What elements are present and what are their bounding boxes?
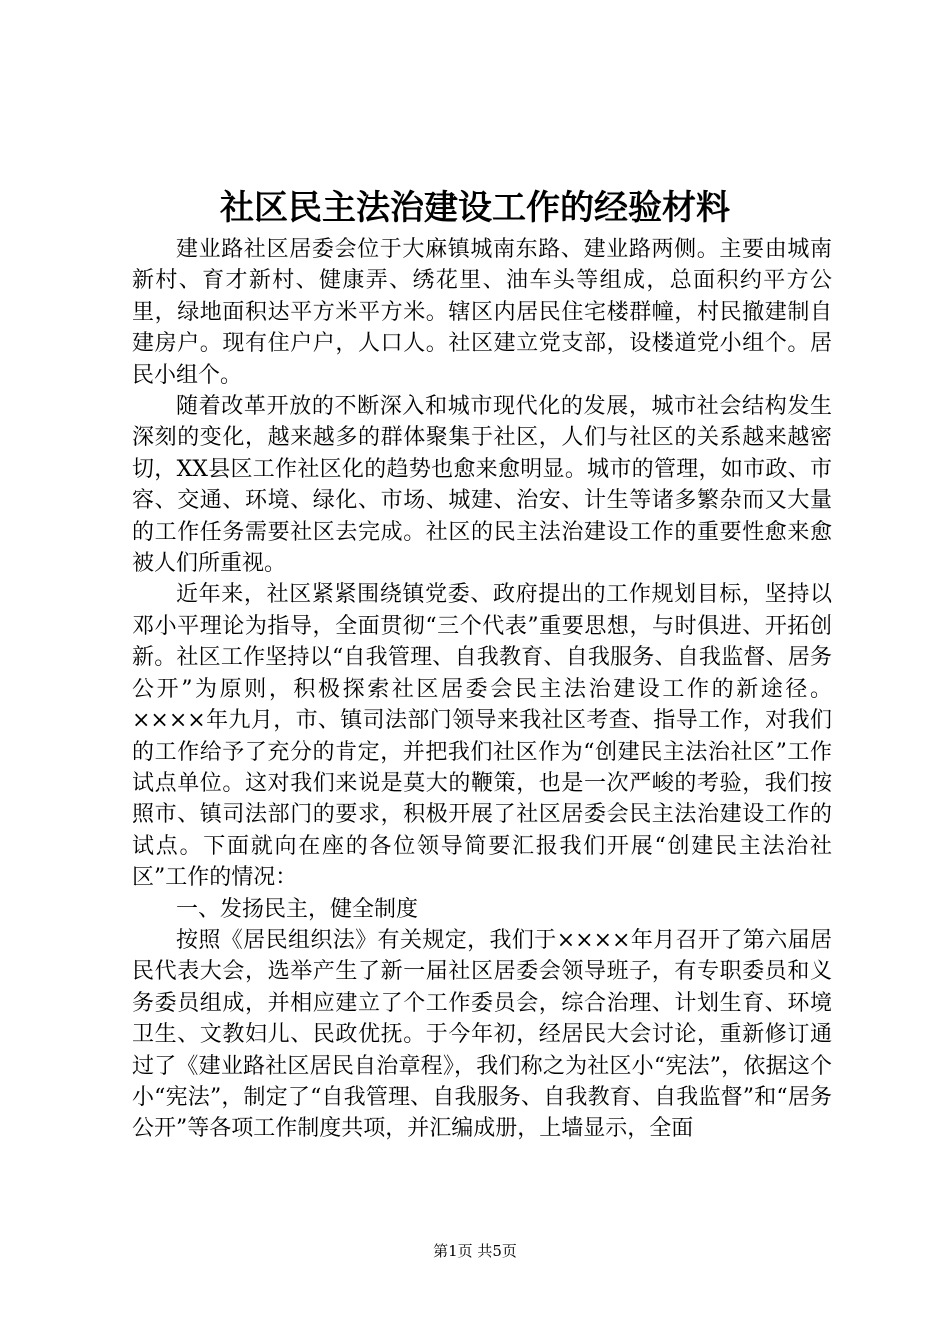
- document-body: [132, 234, 832, 1145]
- paragraph-intro: 建业路社区居委会位于大麻镇城南东路、建业路两侧。主要由城南新村、育才新村、健康弄、绣花里、油车头等组成，总面积约平方公里，绿地面积达平方米平方米。辖区内居民住宅楼群幢，村民撤建制自建房户。现有住户户，人口人。社区建立党支部，设楼道党小组个。居民小组个。: [132, 237, 832, 388]
- paragraph-background: 随着改革开放的不断深入和城市现代化的发展，城市社会结构发生深刻的变化，越来越多的群体聚集于社区，人们与社区的关系越来越密切，XX县区工作社区化的趋势也愈来愈明显。城市的管理，如市政、市容、交通、环境、绿化、市场、城建、治安、计生等诸多繁杂而又大量的工作任务需要社区去完成。社区的民主法治建设工作的重要性愈来愈被人们所重视。: [132, 394, 832, 577]
- paragraph-democracy: 按照《居民组织法》有关规定，我们于××××年月召开了第六届居民代表大会，选举产生了新一届社区居委会领导班子，有专职委员和义务委员组成，并相应建立了个工作委员会，综合治理、计划生育、环境卫生、文教妇儿、民政优抚。于今年初，经居民大会讨论，重新修订通过了《建业路社区居民自治章程》，我们称之为社区小“宪法”，依据这个小“宪法”，制定了“自我管理、自我服务、自我教育、自我监督”和“居务公开”等各项工作制度共项，并汇编成册，上墙显示，全面: [132, 927, 832, 1142]
- document-title: 社区民主法治建设工作的经验材料: [220, 188, 730, 228]
- section-heading: 一、发扬民主，健全制度: [176, 896, 419, 922]
- paragraph-recent-years: 近年来，社区紧紧围绕镇党委、政府提出的工作规划目标，坚持以邓小平理论为指导，全面贯彻“三个代表”重要思想，与时俱进、开拓创新。社区工作坚持以“自我管理、自我教育、自我服务、自我监督、居务公开”为原则，积极探索社区居委会民主法治建设工作的新途径。××××年九月，市、镇司法部门领导来我社区考查、指导工作，对我们的工作给予了充分的肯定，并把我们社区作为“创建民主法治社区”工作试点单位。这对我们来说是莫大的鞭策，也是一次严峻的考验，我们按照市、镇司法部门的要求，积极开展了社区居委会民主法治建设工作的试点。下面就向在座的各位领导简要汇报我们开展“创建民主法治社区”工作的情况：: [132, 582, 832, 891]
- page-footer: 第1页 共5页: [433, 1242, 517, 1260]
